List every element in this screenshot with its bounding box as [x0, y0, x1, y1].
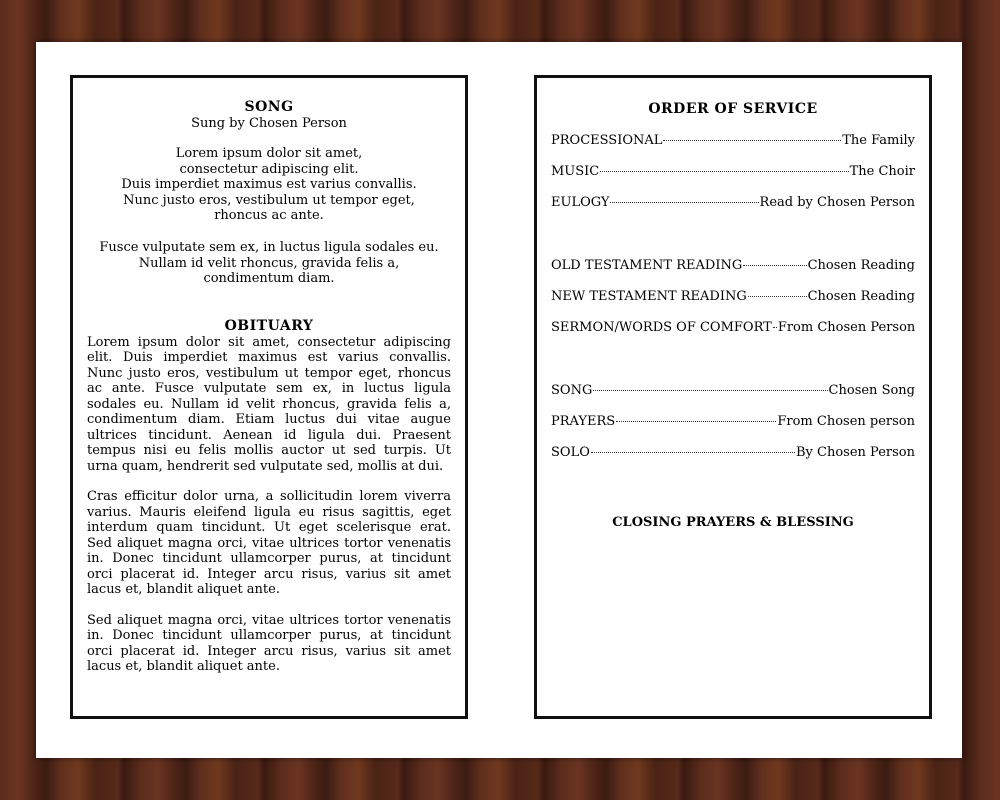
service-item-label: OLD TESTAMENT READING	[551, 258, 743, 273]
dot-leader	[748, 296, 807, 297]
song-title: SONG	[244, 99, 294, 115]
service-item	[551, 194, 915, 225]
right-panel	[534, 75, 932, 719]
lyric-line: Lorem ipsum dolor sit amet,	[175, 146, 363, 161]
service-item-label: PROCESSIONAL	[551, 133, 663, 148]
service-item-label: SONG	[551, 383, 593, 398]
dot-leader	[610, 202, 758, 203]
service-item-value: From Chosen person	[777, 414, 915, 429]
dot-leader	[773, 327, 777, 328]
obituary-paragraph: Sed aliquet magna orci, vitae ultrices tortor venenatis in. Donec tincidunt ullamcorper purus, at tincidunt orci placerat id. Integer arcu risus, varius sit amet lacus et, blandit aliquet ante.	[87, 612, 451, 675]
program-sheet	[36, 42, 962, 758]
obituary-paragraph: Lorem ipsum dolor sit amet, consectetur adipiscing elit. Duis imperdiet maximus est varius convallis. Nunc justo eros, vestibulum ut tempor eget, rhoncus ac ante. Fusce vulputate sem ex, in luctus ligula sodales eu. Nullam id velit rhoncus, gravida felis a, condimentum diam. Etiam luctus dui vitae augue ultrices tincidunt. Aenean id ligula dui. Praesent tempus nisi eu felis mollis auctor ut sed turpis. Ut urna quam, hendrerit sed vulputate sed, mollis at dui.	[87, 334, 451, 474]
service-item	[551, 288, 915, 319]
service-item	[551, 132, 915, 163]
song-lyrics	[73, 146, 465, 287]
service-item	[551, 319, 915, 350]
service-item-label: NEW TESTAMENT READING	[551, 289, 747, 304]
lyric-line: consectetur adipiscing elit.	[179, 161, 359, 177]
service-item	[551, 163, 915, 194]
dot-leader	[591, 452, 795, 453]
order-of-service-list	[537, 132, 929, 475]
obituary-title: OBITUARY	[224, 317, 314, 334]
service-item-value: Chosen Reading	[807, 258, 915, 273]
service-item-label: SOLO	[551, 445, 590, 460]
lyric-line: rhoncus ac ante.	[214, 208, 324, 224]
dot-leader	[593, 390, 827, 391]
dot-leader	[600, 171, 848, 172]
service-item-label: MUSIC	[551, 164, 600, 179]
lyric-line: Duis imperdiet maximus est varius convallis.	[121, 177, 417, 193]
service-item-label: EULOGY	[551, 195, 610, 210]
closing-prayers-heading: CLOSING PRAYERS & BLESSING	[612, 515, 854, 530]
obituary-paragraph: Cras efficitur dolor urna, a sollicitudin lorem viverra varius. Mauris eleifend ligula eu risus sagittis, eget interdum quam tincidunt. Ut eget scelerisque erat. Sed aliquet magna orci, vitae ultrices tortor venenatis in. Donec tincidunt ullamcorper purus, at tincidunt orci placerat id. Integer arcu risus, varius sit amet lacus et, blandit aliquet ante.	[87, 489, 451, 598]
service-item-value: Read by Chosen Person	[759, 195, 915, 210]
dot-leader	[743, 265, 806, 266]
lyric-line: Nunc justo eros, vestibulum ut tempor eget,	[123, 192, 415, 208]
service-item-label: SERMON/WORDS OF COMFORT	[551, 320, 772, 335]
lyric-line: Nullam id velit rhoncus, gravida felis a,	[138, 255, 400, 271]
service-item-value: Chosen Reading	[807, 289, 915, 304]
service-item	[551, 444, 915, 475]
service-item-label: PRAYERS	[551, 414, 616, 429]
service-item-value: The Family	[842, 133, 915, 148]
lyric-line: condimentum diam.	[203, 271, 335, 287]
service-item	[551, 413, 915, 444]
service-item-value: The Choir	[849, 164, 915, 179]
lyric-line: Fusce vulputate sem ex, in luctus ligula sodales eu.	[99, 239, 439, 255]
service-item	[551, 257, 915, 288]
order-of-service-title: ORDER OF SERVICE	[648, 101, 818, 117]
service-item-value: By Chosen Person	[796, 445, 915, 460]
left-panel	[70, 75, 468, 719]
service-item-value: From Chosen Person	[777, 320, 916, 335]
dot-leader	[663, 140, 841, 141]
dot-leader	[616, 421, 776, 422]
service-item	[551, 382, 915, 413]
service-item-value: Chosen Song	[828, 383, 915, 398]
song-subtitle: Sung by Chosen Person	[191, 116, 347, 131]
